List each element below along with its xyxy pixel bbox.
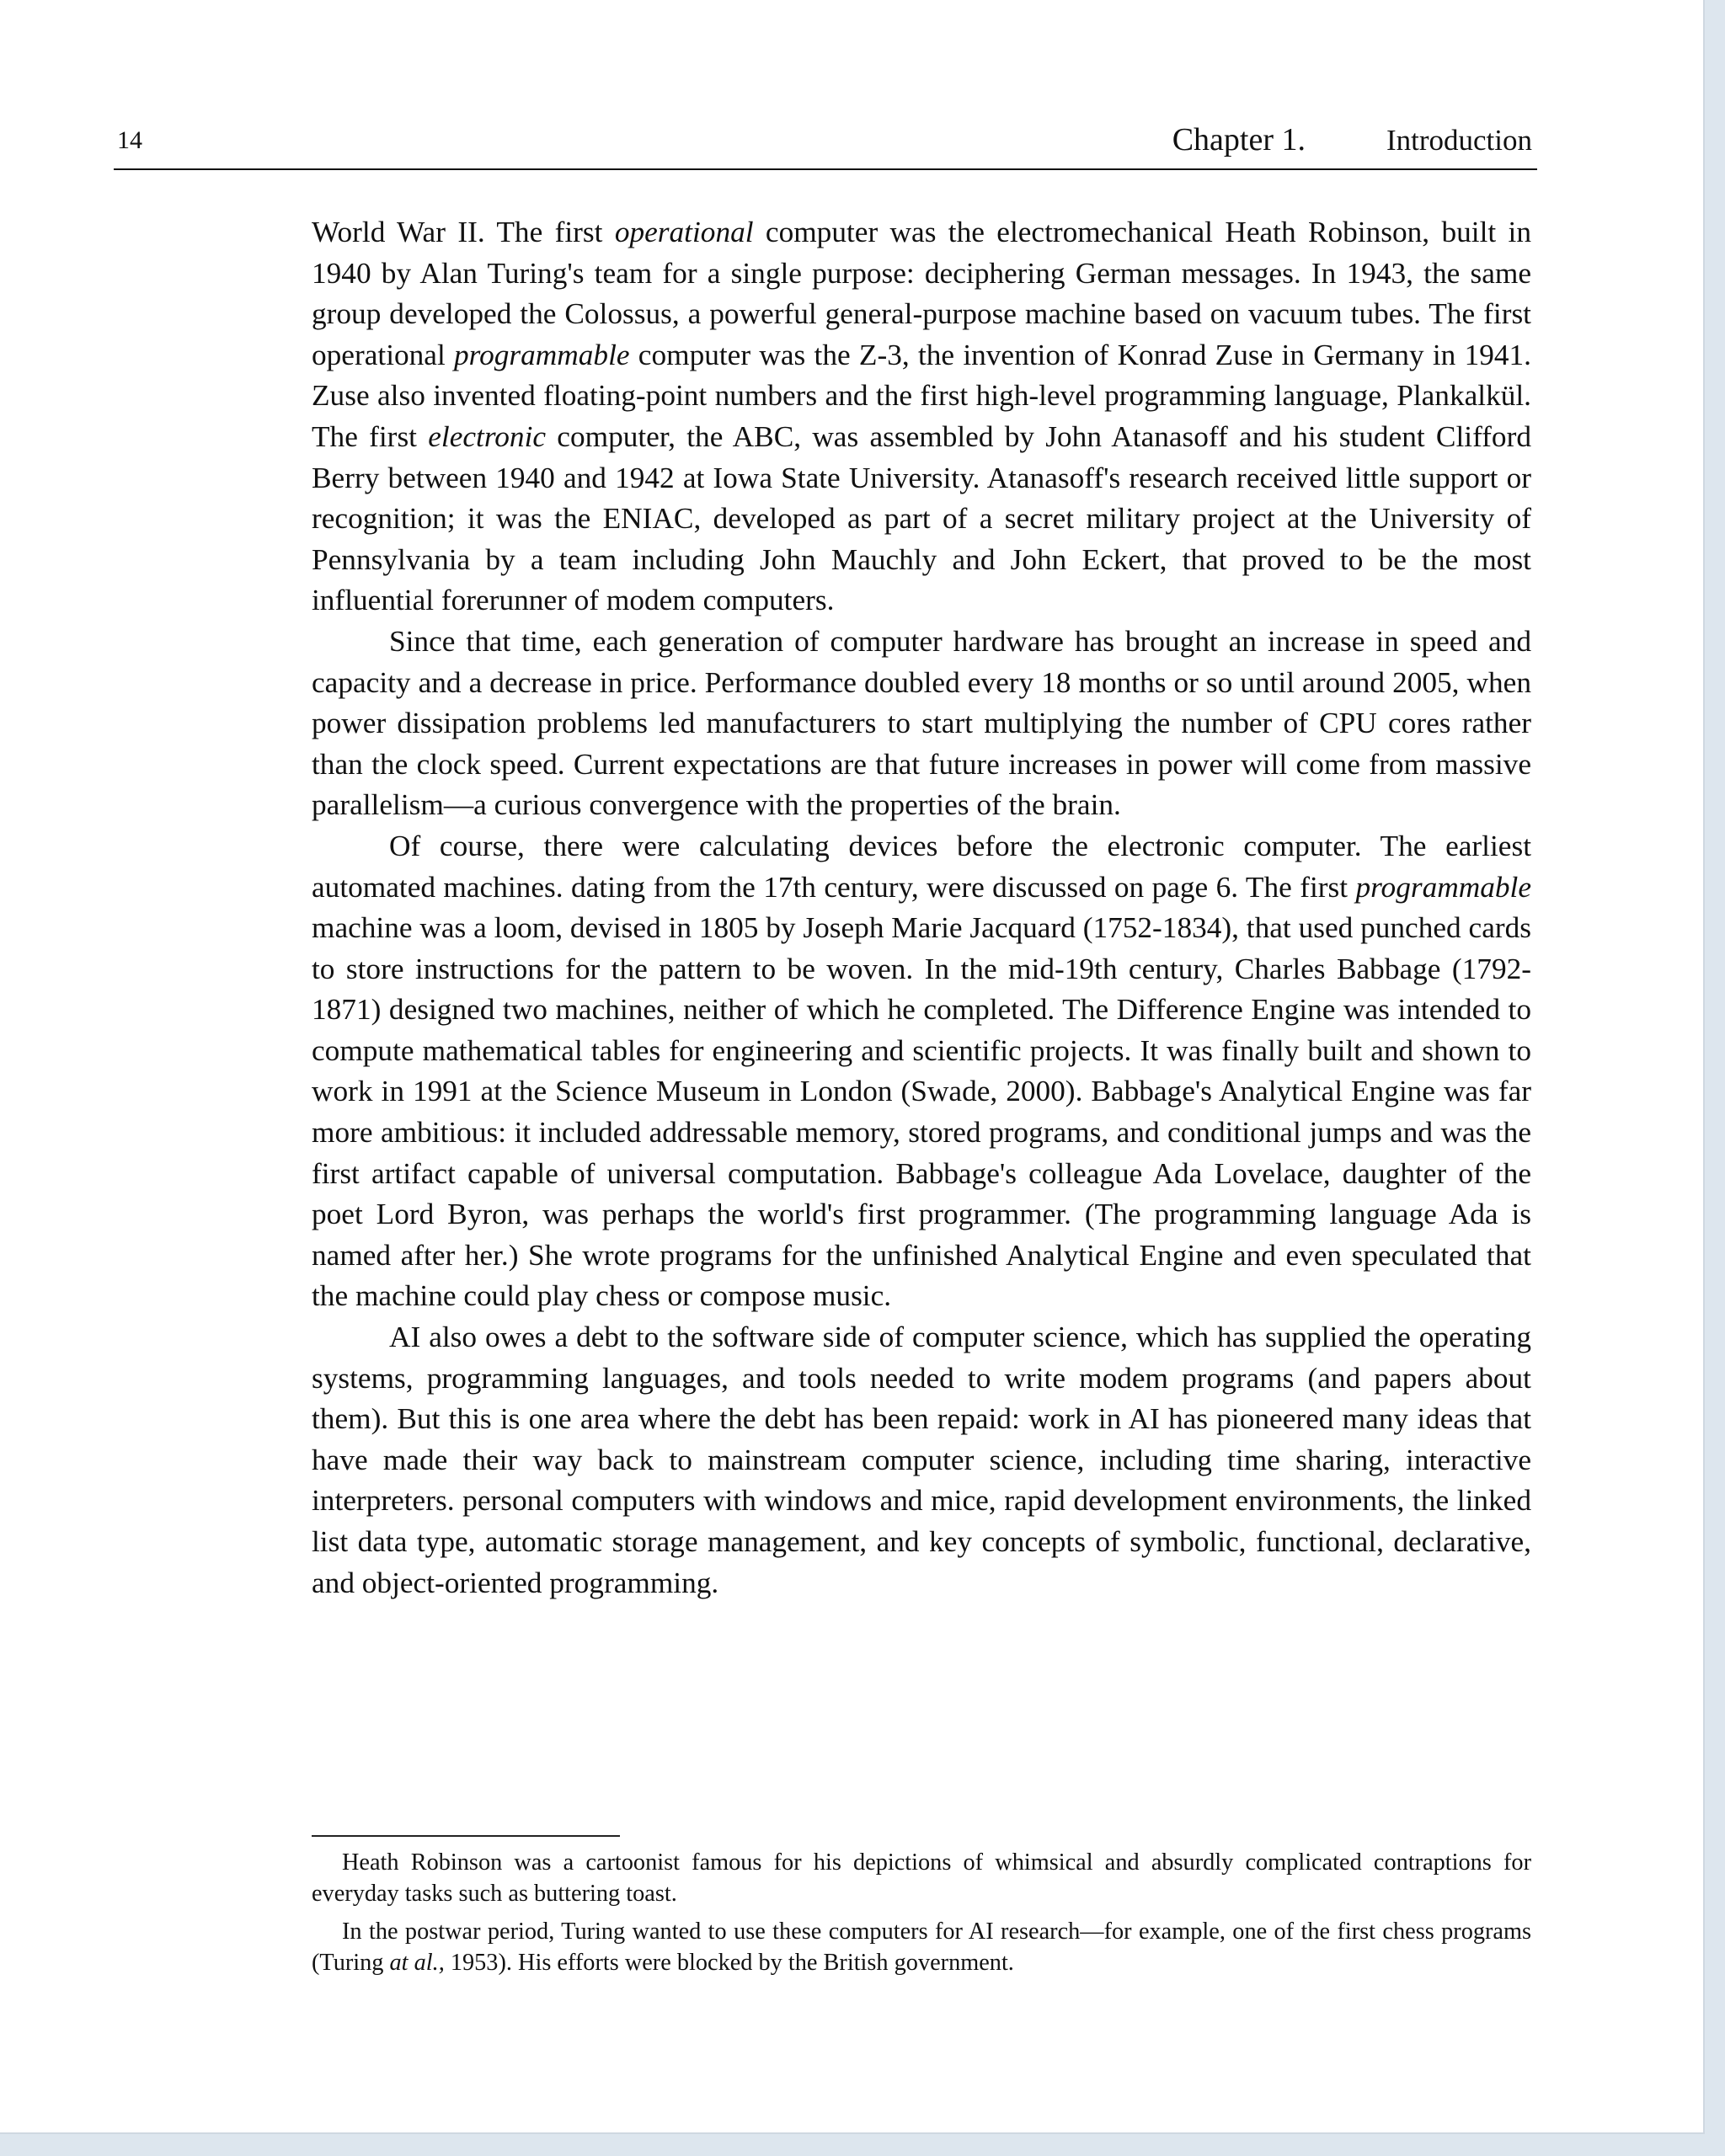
text-run: World War II. The first <box>312 216 615 248</box>
emphasis-text: operational <box>614 216 754 248</box>
text-run: computer was the Z-3, the invention of Konrad Zuse in Germany in 1941. Zuse also invented floating-point numbers and the first high-level programming language, Plankalkül. The first <box>312 338 1531 453</box>
text-run: computer, the ABC, was assembled by John Atanasoff and his student Clifford Berry between 1940 and 1942 at Iowa State University. Atanasoff's research received little support or recognition; it was the ENIAC, developed as part of a secret military project at the University of Pennsylvania by a team including John Mauchly and John Eckert, that proved to be the most influential forerunner of modem computers. <box>312 419 1531 617</box>
text-run: machine was a loom, devised in 1805 by Joseph Marie Jacquard (1752-1834), that used punched cards to store instructions for the pattern to be woven. In the mid-19th century, Charles Babbage (1792-1871) designed two machines, neither of which he completed. The Difference Engine was intended to compute mathematical tables for engineering and scientific projects. It was finally built and shown to work in 1991 at the Science Museum in London (Swade, 2000). Babbage's Analytical Engine was far more ambitious: it included addressable memory, stored programs, and conditional jumps and was the first artifact capable of universal computation. Babbage's colleague Ada Lovelace, daughter of the poet Lord Byron, was perhaps the world's first programmer. (The programming language Ada is named after her.) She wrote programs for the unfinished Analytical Engine and even speculated that the machine could play chess or compose music. <box>312 911 1531 1313</box>
footnote <box>312 1916 1531 1978</box>
text-run: Heath Robinson was a cartoonist famous for his depictions of whimsical and absurdly complicated contraptions for everyday tasks such as buttering toast. <box>312 1849 1531 1907</box>
body-text <box>312 212 1531 1604</box>
paragraph <box>312 212 1531 622</box>
emphasis-text: programmable <box>454 338 630 371</box>
chapter-title: Chapter 1. <box>1172 122 1306 157</box>
text-run: Of course, there were calculating devices before the electronic computer. The earliest automated machines. dating from the 17th century, were discussed on page 6. The first <box>312 829 1531 904</box>
section-title: Introduction <box>1386 124 1532 157</box>
footnotes <box>312 1847 1531 1985</box>
paragraph <box>312 622 1531 826</box>
text-run: Since that time, each generation of computer hardware has brought an increase in speed and capacity and a decrease in price. Performance doubled every 18 months or so until around 2005, when power dissipation problems led manufacturers to start multiplying the number of CPU cores rather than the clock speed. Current expectations are that future increases in power will come from massive parallelism—a curious convergence with the properties of the brain. <box>312 624 1531 822</box>
running-header <box>114 121 1537 170</box>
text-run: In the postwar period, Turing wanted to use these computers for AI research—for example, one of the first chess programs (Turing <box>312 1919 1531 1976</box>
text-run: computer was the electromechanical Heath Robinson, built in 1940 by Alan Turing's team for a single purpose: deciphering German messages. In 1943, the same group developed the Colossus, a powerful general-purpose machine based on vacuum tubes. The first operational <box>312 216 1532 371</box>
page-number: 14 <box>117 126 142 154</box>
emphasis-text: electronic <box>428 419 547 453</box>
paragraph <box>312 1317 1531 1604</box>
emphasis-text: programmable <box>1355 870 1531 904</box>
footnote-divider <box>312 1835 620 1837</box>
emphasis-text: at al., <box>389 1950 445 1976</box>
footnote <box>312 1847 1531 1909</box>
text-run: 1953). His efforts were blocked by the British government. <box>444 1950 1014 1976</box>
text-run: AI also owes a debt to the software side of computer science, which has supplied the operating systems, programming languages, and tools needed to write modem programs (and papers about them). But this is one area where the debt has been repaid: work in AI has pioneered many ideas that have made their way back to mainstream computer science, including time sharing, interactive interpreters. personal computers with windows and mice, rapid development environments, the linked list data type, automatic storage management, and key concepts of symbolic, functional, declarative, and object-oriented programming. <box>312 1321 1531 1599</box>
paragraph <box>312 826 1531 1317</box>
